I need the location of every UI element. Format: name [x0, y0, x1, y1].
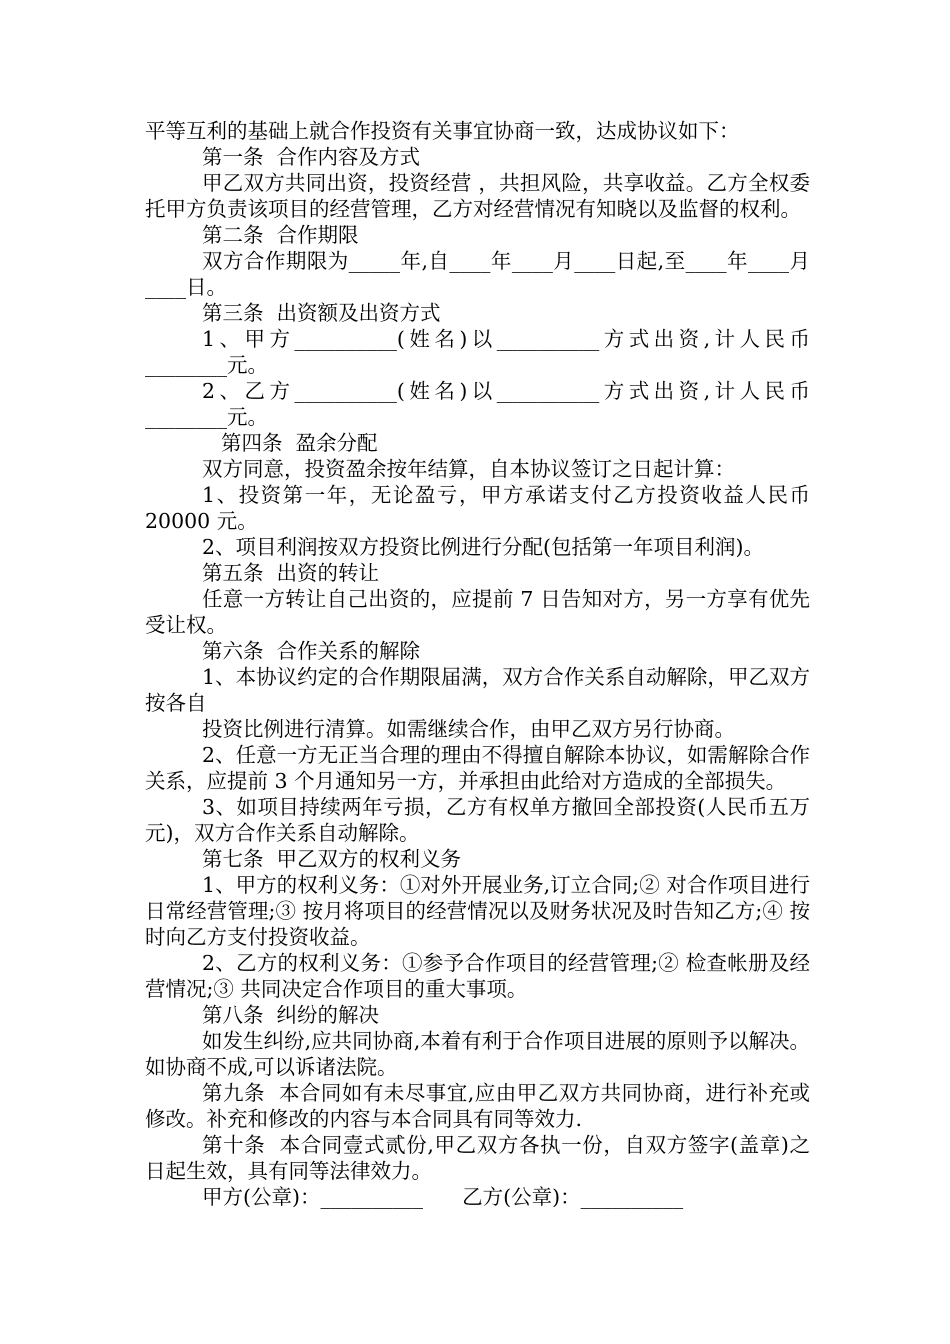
paragraph: 第五条 出资的转让 [202, 561, 380, 585]
paragraph: 双方合作期限为_____年,自____年____月____日起,至____年____月____日。 [145, 249, 810, 299]
paragraph: 第三条 出资额及出资方式 [202, 301, 441, 325]
paragraph: 如发生纠纷,应共同协商,本着有利于合作项目进展的原则予以解决。如协商不成,可以诉诸法院。 [145, 1029, 810, 1079]
party-b-signature: 乙方(公章)：__________ [462, 1185, 684, 1209]
paragraph: 2、任意一方无正当合理的理由不得擅自解除本协议，如需解除合作关系，应提前 3 个月通知另一方，并承担由此给对方造成的全部损失。 [145, 743, 810, 793]
paragraph: 第一条 合作内容及方式 [202, 145, 421, 169]
paragraph: 平等互利的基础上就合作投资有关事宜协商一致，达成协议如下： [145, 119, 740, 143]
signature-gap [423, 1185, 462, 1209]
paragraph: 1、投资第一年，无论盈亏，甲方承诺支付乙方投资收益人民币 20000 元。 [145, 483, 817, 533]
paragraph: 第八条 纠纷的解决 [202, 1003, 380, 1027]
paragraph: 双方同意，投资盈余按年结算，自本协议签订之日起计算： [202, 457, 735, 481]
paragraph: 甲乙双方共同出资，投资经营 ，共担风险，共享收益。乙方全权委托甲方负责该项目的经营管理，乙方对经营情况有知晓以及监督的权利。 [145, 171, 810, 221]
contract-document [145, 118, 817, 1210]
party-a-signature: 甲方(公章)：__________ [202, 1185, 423, 1209]
paragraph: 2、乙方__________(姓名)以__________方式出资,计人民币________元。 [145, 379, 810, 429]
contract-body [145, 118, 817, 1184]
paragraph: 1、甲方的权利义务：①对外开展业务,订立合同;② 对合作项目进行日常经营管理;③ 按月将项目的经营情况以及财务状况及时告知乙方;④ 按时向乙方支付投资收益。 [145, 873, 810, 949]
paragraph: 投资比例进行清算。如需继续合作，由甲乙双方另行协商。 [202, 717, 735, 741]
paragraph: 第四条 盈余分配 [221, 431, 378, 455]
signature-line [145, 1184, 810, 1210]
paragraph: 第二条 合作期限 [202, 223, 359, 247]
paragraph: 第六条 合作关系的解除 [202, 639, 421, 663]
paragraph: 2、项目利润按双方投资比例进行分配(包括第一年项目利润)。 [202, 535, 765, 559]
paragraph: 任意一方转让自己出资的，应提前 7 日告知对方，另一方享有优先受让权。 [145, 587, 810, 637]
paragraph: 第十条 本合同壹式贰份,甲乙双方各执一份，自双方签字(盖章)之日起生效，具有同等法律效力。 [145, 1133, 810, 1183]
paragraph: 第九条 本合同如有未尽事宜,应由甲乙双方共同协商，进行补充或修改。补充和修改的内容与本合同具有同等效力. [145, 1081, 810, 1131]
paragraph: 3、如项目持续两年亏损，乙方有权单方撤回全部投资(人民币五万元)，双方合作关系自动解除。 [145, 795, 810, 845]
paragraph: 第七条 甲乙双方的权利义务 [202, 847, 462, 871]
paragraph: 1、甲方__________(姓名)以__________方式出资,计人民币________元。 [145, 327, 810, 377]
paragraph: 2、乙方的权利义务：①参予合作项目的经营管理;② 检查帐册及经营情况;③ 共同决定合作项目的重大事项。 [145, 951, 810, 1001]
paragraph: 1、本协议约定的合作期限届满，双方合作关系自动解除，甲乙双方按各自 [145, 665, 810, 715]
